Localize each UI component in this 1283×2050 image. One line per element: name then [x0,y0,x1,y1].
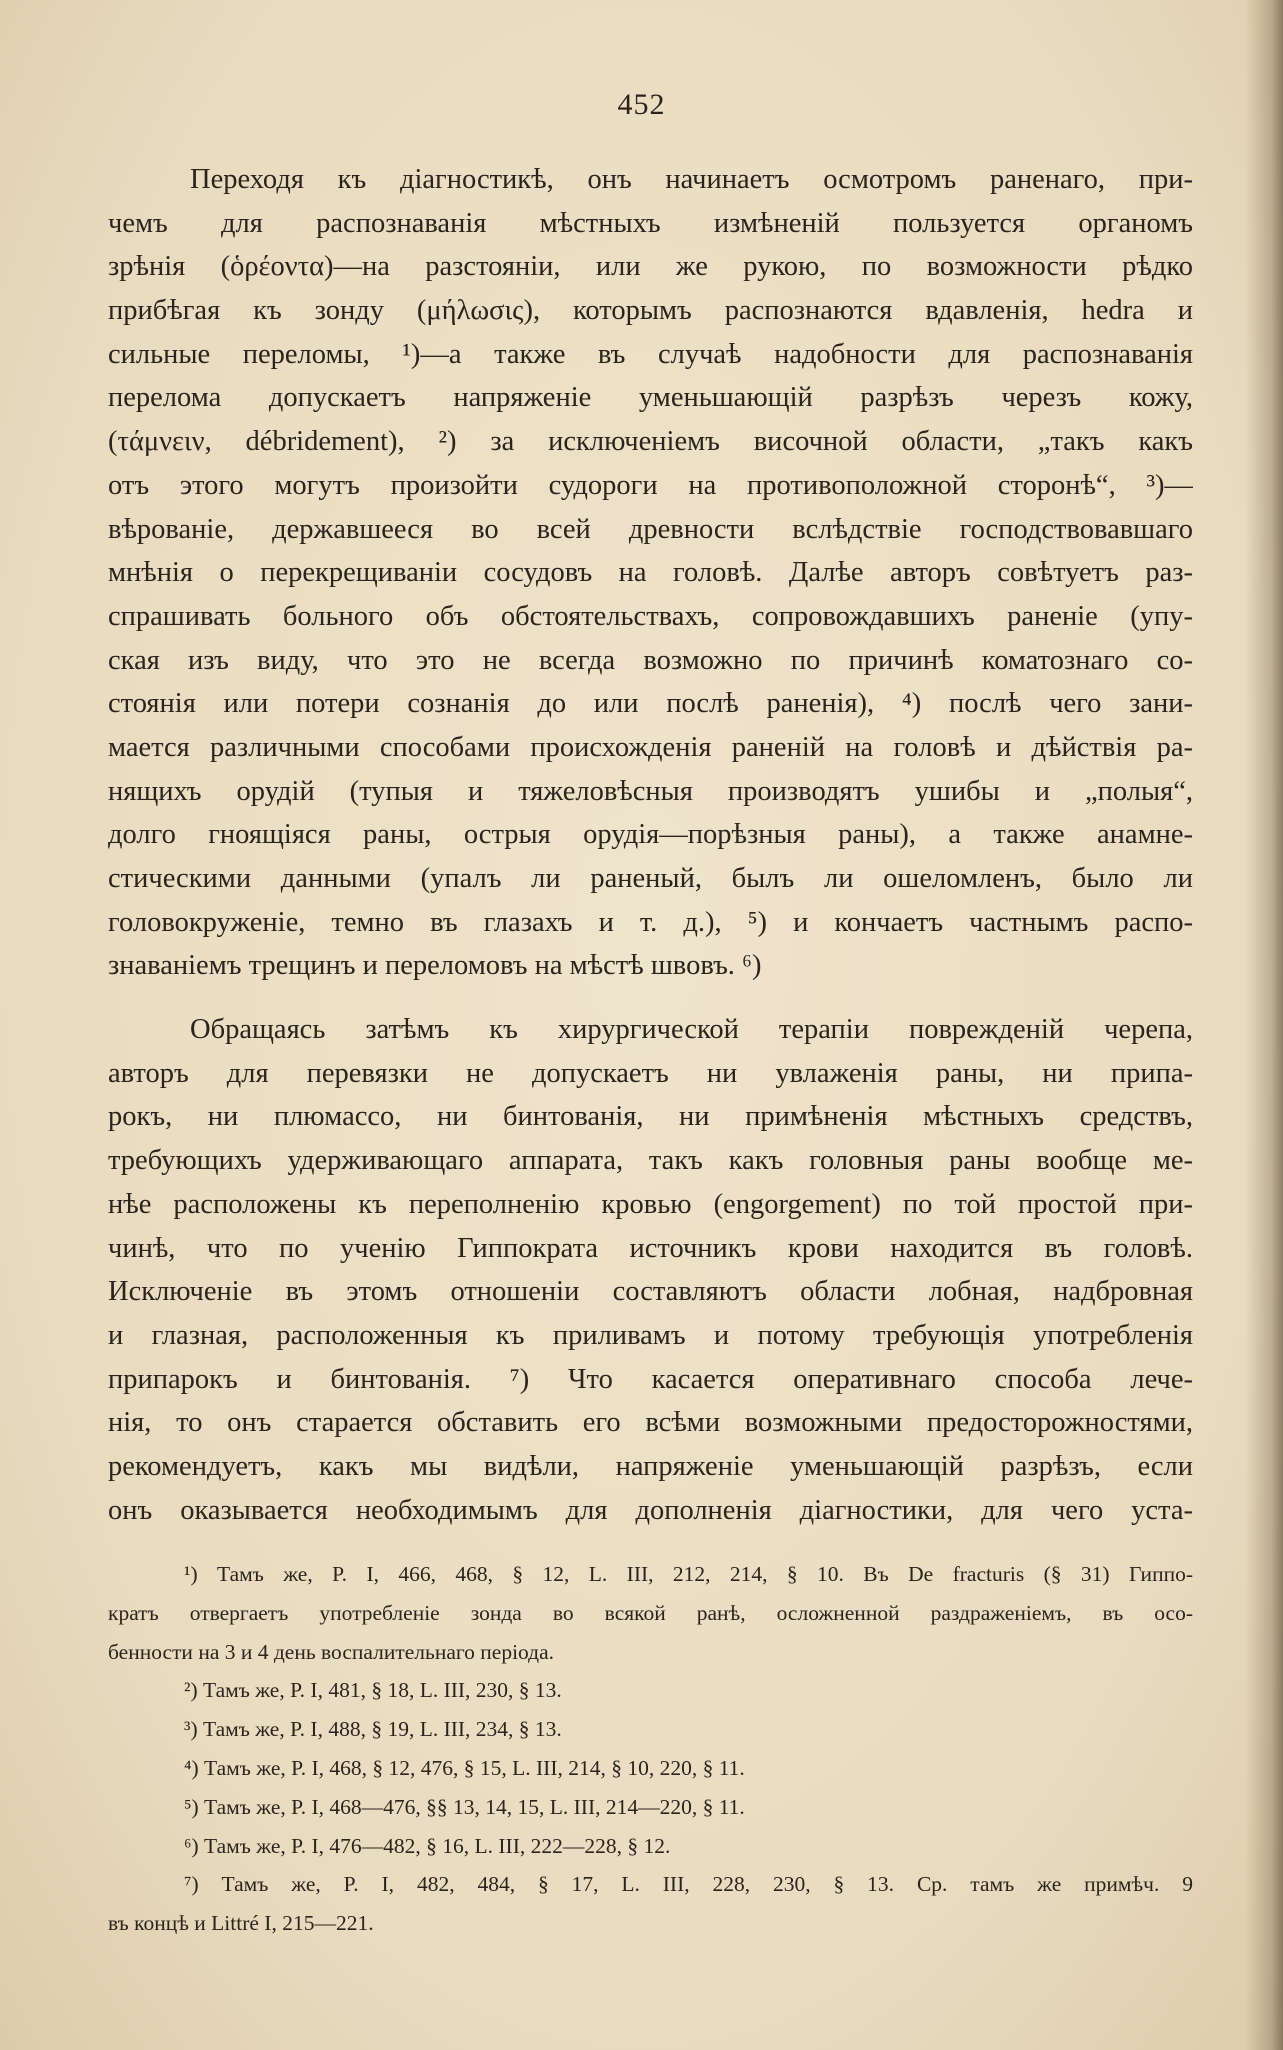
text-line: мается различными способами происхожденія раненій на головѣ и дѣйствія ра- [108,731,1193,763]
text-line: перелома допускаетъ напряженіе уменьшающій разрѣзъ черезъ кожу, [108,382,1193,414]
text-line: и глазная, расположенныя къ приливамъ и потому требующія употребленія [108,1319,1193,1351]
text-line: Исключеніе въ этомъ отношеніи составляютъ области лобная, надбровная [108,1276,1193,1308]
text-line: чемъ для распознаванія мѣстныхъ измѣненій пользуется органомъ [108,207,1193,239]
text-line: стическими данными (упалъ ли раненый, былъ ли ошеломленъ, было ли [108,863,1193,894]
footnotes [108,1555,1193,1943]
text-line: ская изъ виду, что это не всегда возможно по причинѣ коматознаго со- [108,644,1193,676]
text-line: рекомендуетъ, какъ мы видѣли, напряженіе уменьшающій разрѣзъ, если [108,1450,1193,1482]
paragraph-2 [108,1008,1193,1532]
text-line: чинѣ, что по ученію Гиппократа источникъ крови находится въ головѣ. [108,1232,1193,1264]
footnote-line: ³) Тамъ же, P. I, 488, § 19, L. III, 234, § 13. [184,1717,562,1742]
main-text [108,158,1193,1532]
footnote-line: въ концѣ и Littré I, 215—221. [108,1911,374,1936]
text-line: нія, то онъ старается обставить его всѣми возможными предосторожностями, [108,1407,1193,1439]
text-line: Переходя къ діагностикѣ, онъ начинаетъ осмотромъ раненаго, при- [190,164,1193,195]
footnote-line: ²) Тамъ же, P. I, 481, § 18, L. III, 230, § 13. [184,1678,562,1703]
text-line: Обращаясь затѣмъ къ хирургической терапіи поврежденій черепа, [190,1014,1193,1046]
text-line: спрашивать больного объ обстоятельствахъ, сопровождавшихъ раненіе (упу- [108,600,1193,632]
footnote-line: кратъ отвергаетъ употребленіе зонда во всякой ранѣ, осложненной раздраженіемъ, въ осо- [108,1600,1193,1625]
footnote-line: ⁷) Тамъ же, P. I, 482, 484, § 17, L. III, 228, 230, § 13. Ср. тамъ же примѣч. 9 [184,1872,1193,1897]
footnote-5 [108,1788,1193,1827]
text-line: сильные переломы, ¹)—а также въ случаѣ надобности для распознаванія [108,338,1193,370]
footnote-line: ¹) Тамъ же, P. I, 466, 468, § 12, L. III, 212, 214, § 10. Въ De fracturis (§ 31) Гиппо- [184,1562,1193,1586]
text-line: долго гноящіяся раны, острыя орудія—порѣзныя раны), а также анамне- [108,819,1193,851]
footnote-4 [108,1749,1193,1788]
page-edge-shadow [1245,0,1283,2050]
text-line: припарокъ и бинтованія. ⁷) Что касается оперативнаго способа лече- [108,1363,1193,1395]
text-line: рокъ, ни плюмассо, ни бинтованія, ни примѣненія мѣстныхъ средствъ, [108,1101,1193,1133]
paragraph-gap [108,988,1193,1008]
text-line: онъ оказывается необходимымъ для дополненія діагностики, для чего уста- [108,1494,1193,1526]
page-number: 452 [617,88,666,121]
footnote-2 [108,1671,1193,1710]
text-line: зрѣнія (ὁρέοντα)—на разстояніи, или же рукою, по возможности рѣдко [108,251,1193,283]
text-line: головокруженіе, темно въ глазахъ и т. д.), ⁵) и кончаетъ частнымъ распо- [108,906,1193,938]
footnote-1 [108,1555,1193,1671]
paragraph-1 [108,158,1193,988]
footnote-6 [108,1827,1193,1866]
footnote-line: ⁵) Тамъ же, P. I, 468—476, §§ 13, 14, 15, L. III, 214—220, § 11. [184,1794,745,1819]
footnote-3 [108,1710,1193,1749]
text-line: вѣрованіе, державшееся во всей древности вслѣдствіе господствовавшаго [108,513,1193,545]
text-line: знаваніемъ трещинъ и переломовъ на мѣстѣ швовъ. ⁶) [108,950,762,982]
text-line: отъ этого могутъ произойти судороги на противоположной сторонѣ“, ³)— [108,469,1193,501]
footnote-line: ⁴) Тамъ же, P. I, 468, § 12, 476, § 15, L. III, 214, § 10, 220, § 11. [184,1755,745,1780]
text-line: (τάμνειν, débridement), ²) за исключеніемъ височной области, „такъ какъ [108,426,1193,458]
text-line: стоянія или потери сознанія до или послѣ раненія), ⁴) послѣ чего зани- [108,688,1193,720]
text-line: прибѣгая къ зонду (μήλωσις), которымъ распознаются вдавленія, hedra и [108,295,1193,327]
text-line: требующихъ удерживающаго аппарата, такъ какъ головныя раны вообще ме- [108,1145,1193,1177]
text-line: нящихъ орудій (тупыя и тяжеловѣсныя производятъ ушибы и „полыя“, [108,775,1193,807]
text-line: авторъ для перевязки не допускаетъ ни увлаженія раны, ни припа- [108,1057,1193,1089]
footnote-7 [108,1865,1193,1943]
text-line: нѣе расположены къ переполненію кровью (engorgement) по той простой при- [108,1188,1193,1220]
footnote-line: ⁶) Тамъ же, P. I, 476—482, § 16, L. III, 222—228, § 12. [184,1833,671,1858]
footnote-line: бенности на 3 и 4 день воспалительнаго періода. [108,1639,555,1664]
text-line: мнѣнія о перекрещиваніи сосудовъ на головѣ. Далѣе авторъ совѣтуетъ раз- [108,557,1193,589]
